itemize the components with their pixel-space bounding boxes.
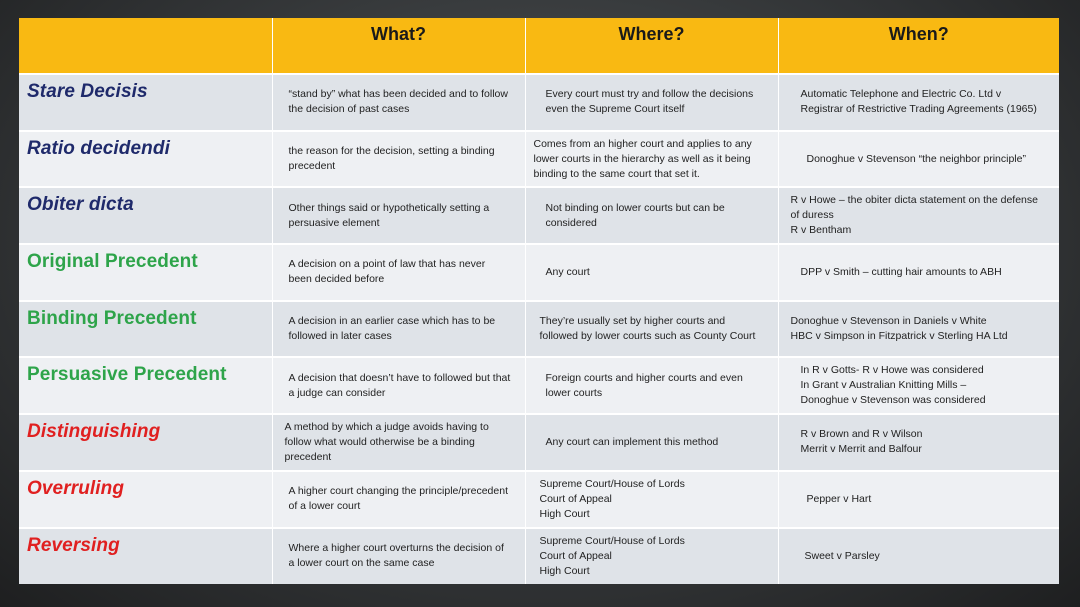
what-cell: “stand by” what has been decided and to follow the decision of past cases bbox=[272, 74, 525, 131]
term-cell: Stare Decisis bbox=[19, 74, 272, 131]
table-row bbox=[19, 471, 1059, 528]
when-text: Pepper v Hart bbox=[806, 492, 872, 505]
term-cell: Reversing bbox=[19, 528, 272, 585]
term-cell: Ratio decidendi bbox=[19, 131, 272, 188]
term-cell: Persuasive Precedent bbox=[19, 357, 272, 414]
term-cell: Binding Precedent bbox=[19, 301, 272, 358]
table-row bbox=[19, 528, 1059, 585]
when-cell bbox=[778, 244, 1059, 301]
when-cell bbox=[778, 414, 1059, 471]
when-text: Automatic Telephone and Electric Co. Ltd v Registrar of Restrictive Trading Agreements (1965) bbox=[800, 88, 1037, 116]
where-cell bbox=[525, 471, 778, 528]
precedent-table bbox=[19, 18, 1059, 584]
where-cell: Every court must try and follow the decisions even the Supreme Court itself bbox=[525, 74, 778, 131]
term-cell: Obiter dicta bbox=[19, 187, 272, 244]
where-text: Supreme Court/House of Lords Court of Appeal High Court bbox=[539, 534, 685, 577]
header-where: Where? bbox=[525, 18, 778, 74]
where-cell: Foreign courts and higher courts and even lower courts bbox=[525, 357, 778, 414]
header-term bbox=[19, 18, 272, 74]
term-cell: Original Precedent bbox=[19, 244, 272, 301]
where-text: Supreme Court/House of Lords Court of Appeal High Court bbox=[539, 477, 685, 520]
what-cell: A higher court changing the principle/precedent of a lower court bbox=[272, 471, 525, 528]
what-cell: A method by which a judge avoids having to follow what would otherwise be a binding precedent bbox=[272, 414, 525, 471]
table-row bbox=[19, 187, 1059, 244]
table-row bbox=[19, 131, 1059, 188]
table-row bbox=[19, 357, 1059, 414]
when-cell bbox=[778, 131, 1059, 188]
where-cell: Comes from an higher court and applies to any lower courts in the hierarchy as well as it being binding to the same court that set it. bbox=[525, 131, 778, 188]
term-cell: Distinguishing bbox=[19, 414, 272, 471]
when-cell bbox=[778, 528, 1059, 585]
what-cell: A decision in an earlier case which has to be followed in later cases bbox=[272, 301, 525, 358]
where-cell: Any court bbox=[525, 244, 778, 301]
when-text: Sweet v Parsley bbox=[804, 549, 880, 562]
precedent-table-container bbox=[19, 18, 1059, 584]
term-cell: Overruling bbox=[19, 471, 272, 528]
when-text: Donoghue v Stevenson “the neighbor principle” bbox=[806, 152, 1026, 165]
what-cell: A decision that doesn’t have to followed but that a judge can consider bbox=[272, 357, 525, 414]
table-row bbox=[19, 244, 1059, 301]
where-cell: Not binding on lower courts but can be considered bbox=[525, 187, 778, 244]
what-cell: Other things said or hypothetically setting a persuasive element bbox=[272, 187, 525, 244]
when-text: DPP v Smith – cutting hair amounts to ABH bbox=[800, 265, 1002, 278]
when-text: In R v Gotts- R v Howe was considered In Grant v Australian Knitting Mills – Donoghue v Stevenson was considered bbox=[800, 364, 986, 407]
header-when: When? bbox=[778, 18, 1059, 74]
table-row bbox=[19, 301, 1059, 358]
when-cell bbox=[778, 471, 1059, 528]
when-text: R v Brown and R v Wilson Merrit v Merrit and Balfour bbox=[800, 428, 923, 456]
where-cell: Any court can implement this method bbox=[525, 414, 778, 471]
when-cell bbox=[778, 187, 1059, 244]
header-row bbox=[19, 18, 1059, 74]
when-text: Donoghue v Stevenson in Daniels v White HBC v Simpson in Fitzpatrick v Sterling HA Ltd bbox=[790, 315, 1008, 343]
what-cell: the reason for the decision, setting a binding precedent bbox=[272, 131, 525, 188]
where-cell: They’re usually set by higher courts and followed by lower courts such as County Court bbox=[525, 301, 778, 358]
table-row bbox=[19, 74, 1059, 131]
when-cell bbox=[778, 301, 1059, 358]
what-cell: A decision on a point of law that has never been decided before bbox=[272, 244, 525, 301]
when-cell bbox=[778, 357, 1059, 414]
when-cell bbox=[778, 74, 1059, 131]
when-text: R v Howe – the obiter dicta statement on the defense of duress R v Bentham bbox=[790, 194, 1038, 237]
header-what: What? bbox=[272, 18, 525, 74]
where-cell bbox=[525, 528, 778, 585]
table-row bbox=[19, 414, 1059, 471]
what-cell: Where a higher court overturns the decision of a lower court on the same case bbox=[272, 528, 525, 585]
